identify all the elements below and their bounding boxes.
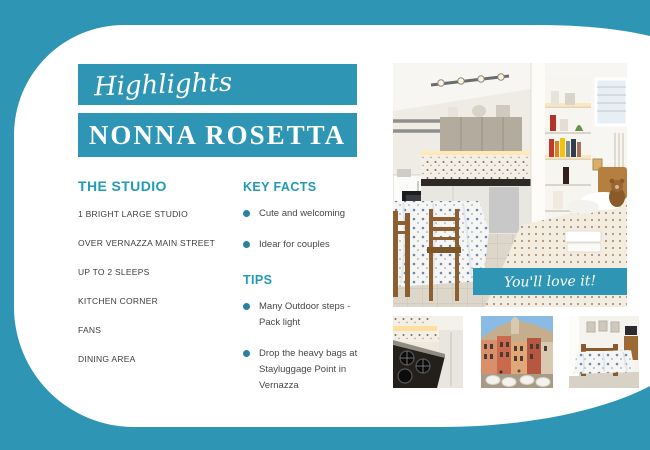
tip-text: Many Outdoor steps - Pack light bbox=[259, 301, 351, 328]
thumbnail-kitchen-photo bbox=[393, 316, 463, 388]
key-fact-text: Cute and welcoming bbox=[259, 208, 346, 219]
love-it-banner bbox=[473, 268, 627, 295]
thumbnail-vernazza-photo bbox=[481, 316, 553, 388]
key-fact-text: Idear for couples bbox=[259, 239, 330, 250]
bullet-dot-icon bbox=[243, 303, 250, 310]
key-fact-item bbox=[243, 206, 371, 222]
key-fact-item bbox=[243, 237, 371, 253]
highlights-script-text: Highlights bbox=[93, 67, 233, 102]
studio-section bbox=[78, 178, 243, 383]
key-facts-heading: KEY FACTS bbox=[243, 180, 317, 194]
tip-text: Drop the heavy bags at Stayluggage Point in Vernazza bbox=[259, 348, 358, 391]
list-item: 1 BRIGHT LARGE STUDIO bbox=[78, 209, 188, 219]
tip-item bbox=[243, 346, 371, 394]
property-title: NONNA ROSETTA bbox=[88, 119, 347, 150]
studio-list bbox=[78, 209, 243, 364]
studio-heading: THE STUDIO bbox=[78, 178, 167, 194]
tip-item bbox=[243, 299, 371, 331]
list-item: UP TO 2 SLEEPS bbox=[78, 267, 150, 277]
thumbnail-dining-photo bbox=[569, 316, 639, 388]
list-item: DINING AREA bbox=[78, 354, 136, 364]
highlights-banner bbox=[78, 64, 357, 105]
property-title-banner bbox=[78, 113, 357, 157]
love-it-text: You'll love it! bbox=[503, 272, 597, 291]
bullet-dot-icon bbox=[243, 210, 250, 217]
tips-heading: TIPS bbox=[243, 273, 273, 287]
facts-tips-section bbox=[243, 180, 371, 409]
list-item: OVER VERNAZZA MAIN STREET bbox=[78, 238, 216, 248]
bullet-dot-icon bbox=[243, 350, 250, 357]
list-item: FANS bbox=[78, 325, 102, 335]
list-item: KITCHEN CORNER bbox=[78, 296, 159, 306]
bullet-dot-icon bbox=[243, 241, 250, 248]
